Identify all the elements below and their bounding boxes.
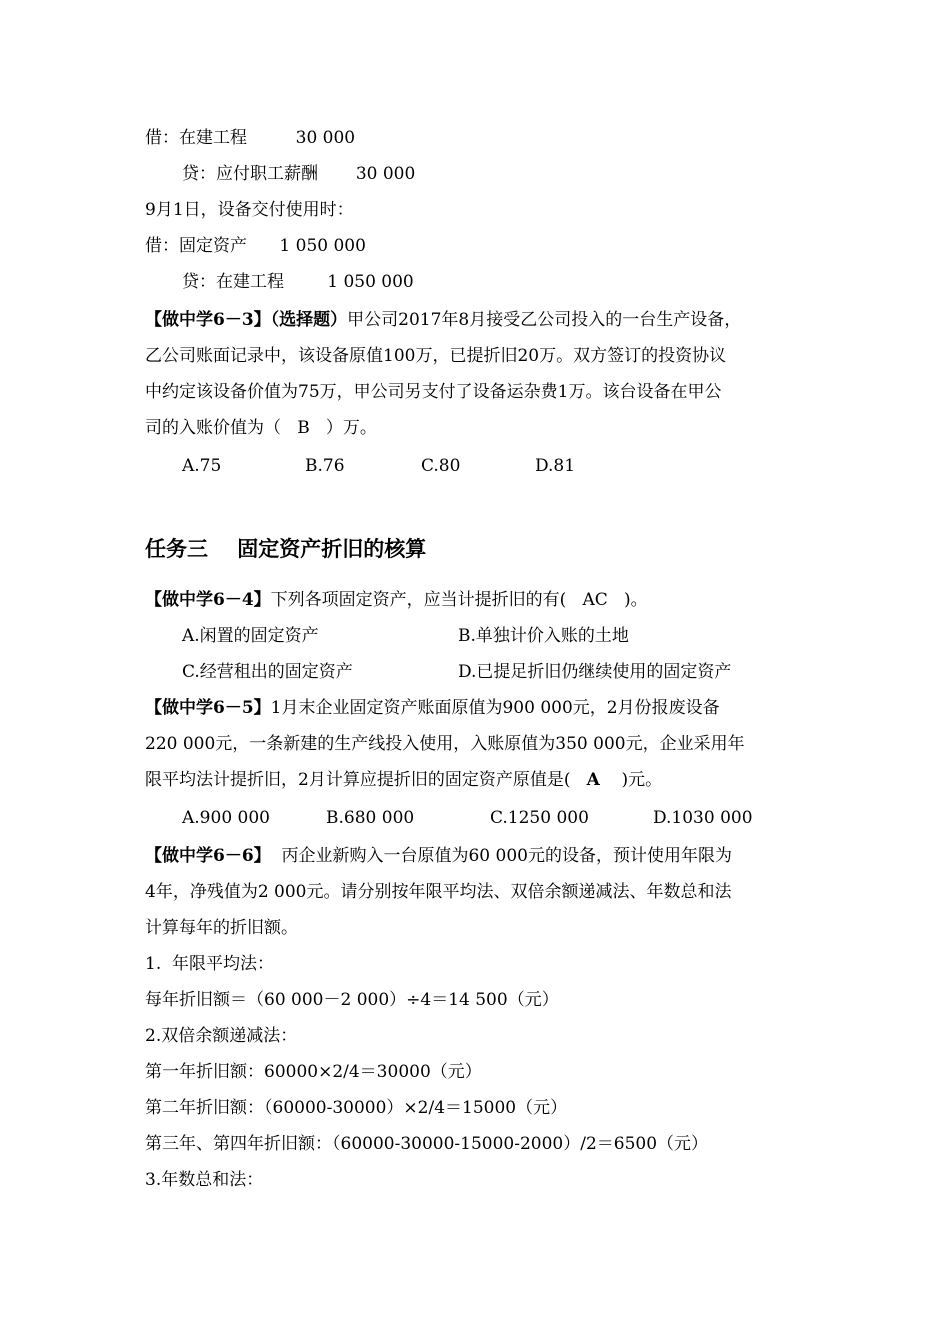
- q4-tag: 【做中学6－4】: [145, 590, 271, 610]
- q3-tag: 【做中学6－3】（选择题）: [145, 310, 348, 330]
- q5-line3: [145, 768, 662, 792]
- q6-tag: 【做中学6－6】: [145, 846, 271, 866]
- q6-line3: 计算每年的折旧额。: [145, 918, 298, 938]
- q4-line: [145, 588, 648, 612]
- q6-line2: 4年，净残值为2 000元。请分别按年限平均法、双倍余额递减法、年数总和法: [145, 882, 732, 902]
- q5-option-d: D.1030 000: [653, 808, 753, 828]
- q3-option-c: C.80: [421, 456, 461, 476]
- q4-option-c: C.经营租出的固定资产: [182, 662, 353, 682]
- q4-option-d: D.已提足折旧仍继续使用的固定资产: [458, 662, 732, 682]
- section-title-task3: 任务三 固定资产折旧的核算: [145, 537, 427, 561]
- q6-method2-year1: 第一年折旧额：60000×2/4＝30000（元）: [145, 1062, 482, 1082]
- q3-line3: 中约定该设备价值为75万，甲公司另支付了设备运杂费1万。该台设备在甲公: [145, 382, 722, 402]
- q3-line2: 乙公司账面记录中，该设备原值100万，已提折旧20万。双方签订的投资协议: [145, 346, 727, 366]
- q5-option-c: C.1250 000: [490, 808, 589, 828]
- q6-method3-heading: 3.年数总和法：: [145, 1170, 264, 1190]
- q5-text3b: )元。: [599, 770, 663, 790]
- q6-text1: 丙企业新购入一台原值为60 000元的设备，预计使用年限为: [270, 846, 732, 866]
- q6-line1: [145, 844, 732, 868]
- q4-text: 下列各项固定资产，应当计提折旧的有( AC )。: [270, 590, 648, 610]
- journal-credit-payroll: 贷：应付职工薪酬 30 000: [182, 164, 416, 184]
- q4-option-a: A.闲置的固定资产: [182, 626, 319, 646]
- q4-option-b: B.单独计价入账的土地: [458, 626, 629, 646]
- q6-method1-heading: 1. 年限平均法：: [145, 954, 275, 974]
- q5-line1: [145, 696, 720, 720]
- q6-method2-year3-4: 第三年、第四年折旧额：（60000-30000-15000-2000）/2＝6500（元）: [145, 1134, 709, 1154]
- q5-tag: 【做中学6－5】: [145, 698, 271, 718]
- q5-text1: 1月末企业固定资产账面原值为900 000元，2月份报废设备: [270, 698, 720, 718]
- q5-line2: 220 000元，一条新建的生产线投入使用，入账原值为350 000元，企业采用年: [145, 734, 745, 754]
- q3-line4: 司的入账价值为（ B ）万。: [145, 418, 377, 438]
- q5-option-b: B.680 000: [326, 808, 415, 828]
- journal-credit-construction: 贷：在建工程 1 050 000: [182, 272, 414, 292]
- q5-text3a: 限平均法计提折旧，2月计算应提折旧的固定资产原值是(: [145, 770, 587, 790]
- q6-method1-formula: 每年折旧额＝（60 000－2 000）÷4＝14 500（元）: [145, 990, 559, 1010]
- journal-debit-fixed-assets: 借：固定资产 1 050 000: [145, 236, 366, 256]
- q5-answer: A: [586, 770, 600, 790]
- q6-method2-heading: 2.双倍余额递减法：: [145, 1026, 298, 1046]
- q3-option-a: A.75: [182, 456, 222, 476]
- q5-option-a: A.900 000: [182, 808, 270, 828]
- q3-option-b: B.76: [305, 456, 345, 476]
- q3-text: 甲公司2017年8月接受乙公司投入的一台生产设备，: [347, 310, 742, 330]
- journal-debit-construction: 借：在建工程 30 000: [145, 128, 356, 148]
- journal-note-delivery: 9月1日，设备交付使用时：: [145, 200, 354, 220]
- q3-option-d: D.81: [535, 456, 576, 476]
- q3-line1: [145, 308, 741, 332]
- q6-method2-year2: 第二年折旧额：（60000-30000）×2/4＝15000（元）: [145, 1098, 568, 1118]
